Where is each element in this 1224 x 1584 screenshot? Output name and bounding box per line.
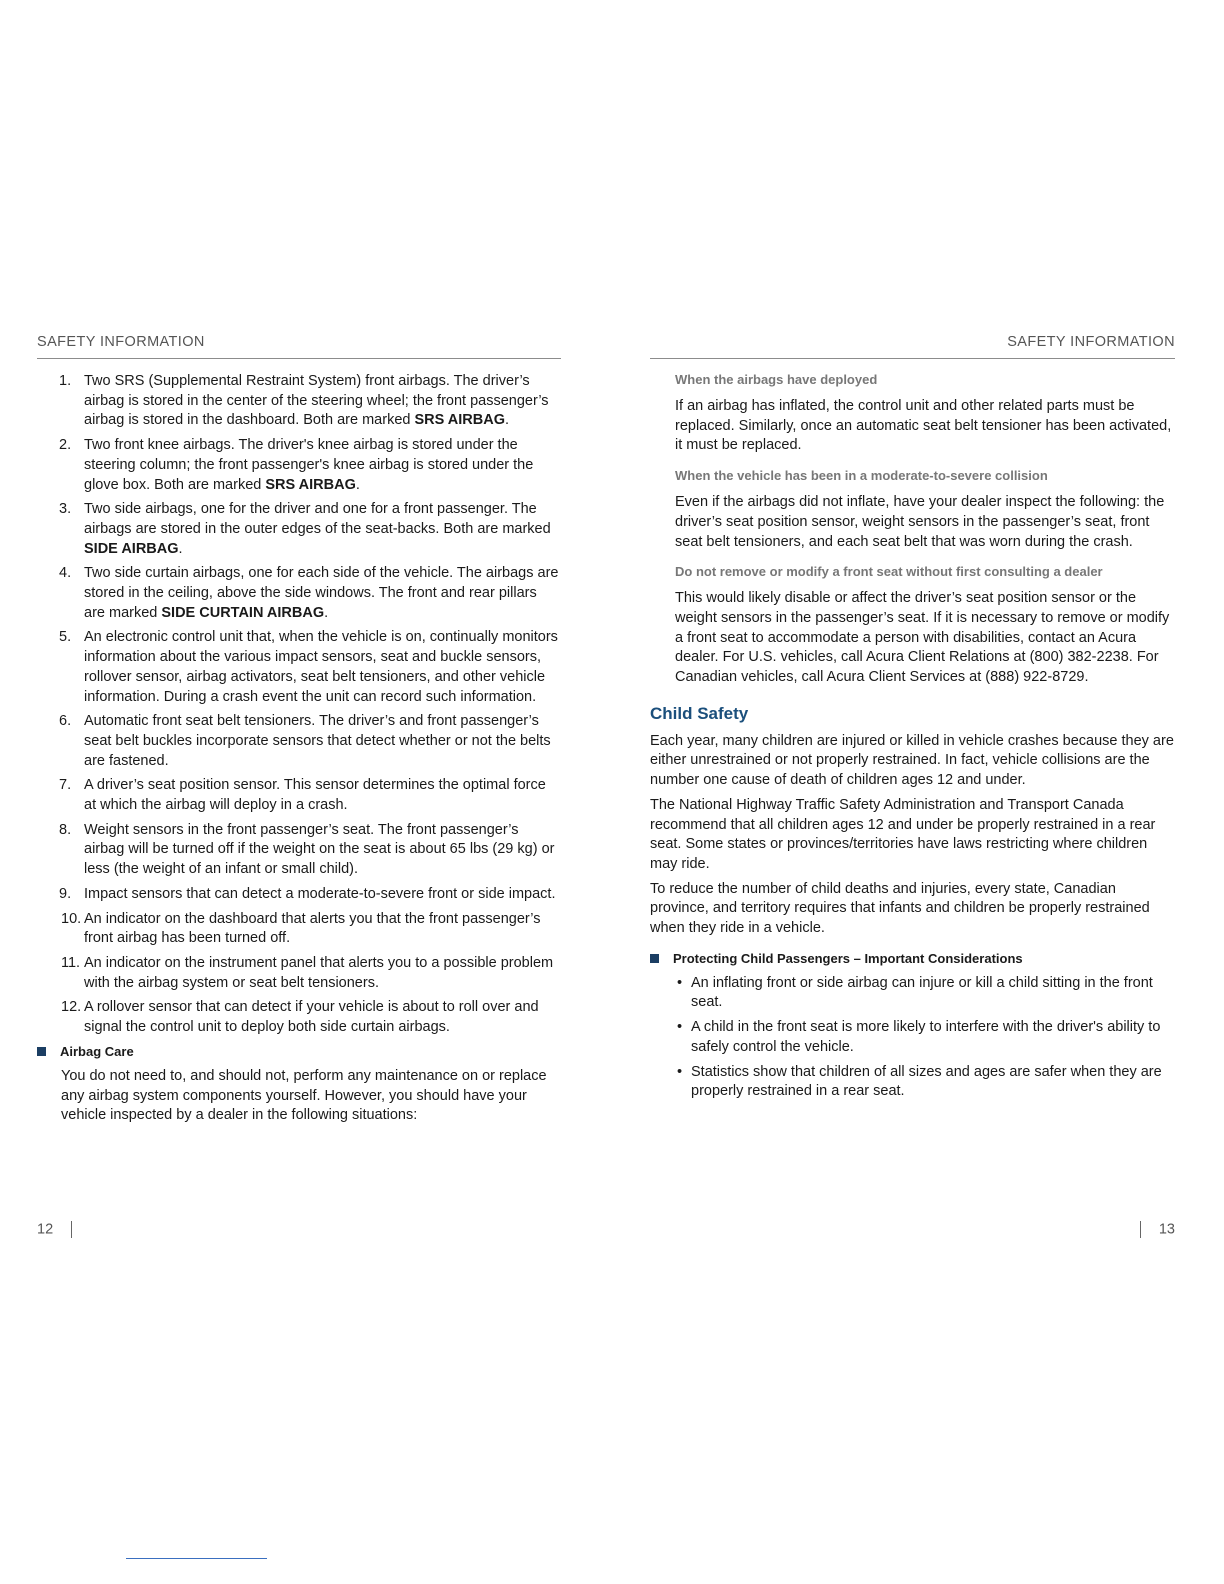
list-item bbox=[61, 910, 561, 949]
list-item-text: Two side airbags, one for the driver and one for a front passenger. The airbags are stored in the outer edges of the seat-backs. Both are marked bbox=[84, 501, 551, 537]
footer-divider-right bbox=[1140, 1221, 1141, 1238]
list-item-text: An electronic control unit that, when the vehicle is on, continually monitors information about the various impact sensors, seat and buckle sensors, rollover sensor, airbag activators, seat belt tensioners, and other vehicle information. During a crash event the unit can record such information. bbox=[84, 629, 558, 705]
page-header-right: SAFETY INFORMATION bbox=[650, 334, 1175, 359]
list-item-number: 1. bbox=[59, 373, 72, 389]
list-item bbox=[61, 372, 561, 431]
list-item-text: An indicator on the instrument panel that alerts you to a possible problem with the airbag system or seat belt tensioners. bbox=[84, 954, 554, 991]
marking-label: SRS AIRBAG bbox=[265, 476, 356, 493]
subsection-heading: When the vehicle has been in a moderate-to-severe collision bbox=[675, 468, 1048, 484]
list-item-number: 12. bbox=[61, 999, 82, 1016]
list-item bbox=[61, 564, 561, 623]
list-item bbox=[61, 500, 561, 559]
airbag-components-list bbox=[37, 372, 561, 1038]
list-item bbox=[61, 776, 561, 815]
square-bullet-icon bbox=[37, 1047, 46, 1056]
subsection-body: Even if the airbags did not inflate, have your dealer inspect the following: the driver’s seat position sensor, weight sensors in the passenger’s seat, front seat belt tensioners, and each seat belt that was worn during the crash. bbox=[675, 494, 1165, 550]
list-item bbox=[61, 436, 561, 495]
protecting-bullets bbox=[650, 974, 1175, 1102]
list-item-text: . bbox=[324, 604, 329, 621]
page-number-right-text: 13 bbox=[1158, 1221, 1175, 1238]
page-number-right bbox=[1140, 1221, 1175, 1238]
airbag-care-heading bbox=[37, 1044, 561, 1059]
page-header-left: SAFETY INFORMATION bbox=[37, 334, 561, 359]
inspection-subsections bbox=[650, 372, 1175, 688]
list-item bbox=[61, 821, 561, 880]
bullet-dot-icon: • bbox=[677, 974, 683, 991]
airbag-care-title: Airbag Care bbox=[60, 1043, 134, 1059]
list-item-number: 6. bbox=[59, 713, 72, 730]
list-item-text: Weight sensors in the front passenger’s seat. The front passenger’s airbag will be turned off if the weight on the seat is about 65 lbs (29 kg) or less (the weight of an infant or small child). bbox=[84, 821, 555, 878]
bullet-item bbox=[677, 974, 1175, 1013]
page-number-left-text: 12 bbox=[37, 1221, 54, 1238]
list-item-text: An indicator on the dashboard that alerts you that the front passenger’s front airbag has been turned off. bbox=[84, 910, 541, 947]
list-item-text: A rollover sensor that can detect if your vehicle is about to roll over and signal the control unit to deploy both side curtain airbags. bbox=[84, 999, 539, 1036]
list-item-number: 9. bbox=[59, 885, 72, 902]
list-item-text: Impact sensors that can detect a moderate-to-severe front or side impact. bbox=[84, 885, 556, 902]
subsection-heading: Do not remove or modify a front seat without first consulting a dealer bbox=[675, 564, 1103, 580]
square-bullet-icon bbox=[650, 954, 659, 963]
list-item bbox=[61, 712, 561, 771]
bullet-text: An inflating front or side airbag can injure or kill a child sitting in the front seat. bbox=[691, 974, 1153, 1011]
marking-label: SRS AIRBAG bbox=[414, 412, 505, 429]
marking-label: SIDE CURTAIN AIRBAG bbox=[161, 604, 325, 621]
bullet-dot-icon: • bbox=[677, 1019, 683, 1036]
bullet-text: A child in the front seat is more likely to interfere with the driver's ability to safely control the vehicle. bbox=[691, 1019, 1161, 1055]
list-item-number: 2. bbox=[59, 437, 72, 454]
list-item-text: . bbox=[504, 412, 510, 429]
list-item-number: 11. bbox=[61, 954, 81, 971]
bullet-text: Statistics show that children of all sizes and ages are safer when they are properly restrained in a rear seat. bbox=[691, 1063, 1162, 1100]
airbag-care-body: You do not need to, and should not, perform any maintenance on or replace any airbag system components yourself. However, you should have your vehicle inspected by a dealer in the following situations: bbox=[61, 1067, 547, 1124]
list-item-number: 4. bbox=[59, 565, 72, 582]
list-item bbox=[61, 954, 561, 993]
subsection-body: This would likely disable or affect the driver’s seat position sensor or the weight sensors in the passenger’s seat. If it is necessary to remove or modify a front seat to accommodate a person with disabilities, contact an Acura dealer. For U.S. vehicles, call Acura Client Relations at (800) 382-2238. For Canadian vehicles, call Acura Client Services at (888) 922-8729. bbox=[675, 590, 1170, 686]
subsection-body: If an airbag has inflated, the control unit and other related parts must be replaced. Similarly, once an automatic seat belt tensioner has been activated, it must be replaced. bbox=[675, 398, 1172, 454]
list-item-text: A driver’s seat position sensor. This sensor determines the optimal force at which the airbag will deploy in a crash. bbox=[84, 777, 546, 814]
list-item-text: . bbox=[178, 540, 183, 557]
list-item-number: 8. bbox=[59, 821, 72, 838]
bullet-item bbox=[677, 1018, 1175, 1057]
list-item bbox=[61, 998, 561, 1037]
child-safety-title: Child Safety bbox=[650, 703, 749, 723]
list-item-number: 3. bbox=[59, 501, 72, 518]
decorative-link-line bbox=[126, 1558, 267, 1559]
child-safety-paragraph: Each year, many children are injured or killed in vehicle crashes because they are either unrestrained or not properly restrained. In fact, vehicle collisions are the number one cause of death of children ages 12 and under. bbox=[650, 732, 1174, 789]
child-safety-paragraph: The National Highway Traffic Safety Administration and Transport Canada recommend that all children ages 12 and under be properly restrained in a rear seat. Some states or provinces/territories have laws restricting where children may ride. bbox=[650, 796, 1156, 872]
list-item bbox=[61, 628, 561, 707]
page-number-left bbox=[37, 1221, 72, 1238]
child-safety-paragraphs bbox=[650, 732, 1175, 939]
footer-divider-left bbox=[71, 1221, 72, 1238]
bullet-dot-icon: • bbox=[677, 1063, 683, 1080]
protecting-heading bbox=[650, 951, 1175, 966]
marking-label: SIDE AIRBAG bbox=[84, 540, 179, 557]
list-item bbox=[61, 885, 561, 905]
list-item-text: Two SRS (Supplemental Restraint System) front airbags. The driver’s airbag is stored in the center of the steering wheel; the front passenger’s airbag is stored in the dashboard. Both are marked bbox=[84, 373, 549, 429]
protecting-title: Protecting Child Passengers – Important Considerations bbox=[673, 950, 1023, 966]
list-item-text: . bbox=[355, 476, 360, 493]
subsection-heading: When the airbags have deployed bbox=[675, 372, 878, 387]
bullet-item bbox=[677, 1063, 1175, 1102]
list-item-text: Two front knee airbags. The driver's knee airbag is stored under the steering column; the front passenger's knee airbag is stored under the glove box. Both are marked bbox=[84, 437, 534, 493]
child-safety-paragraph: To reduce the number of child deaths and injuries, every state, Canadian province, and territory requires that infants and children be properly restrained when they ride in a vehicle. bbox=[650, 880, 1150, 937]
list-item-number: 7. bbox=[59, 777, 72, 794]
list-item-text: Automatic front seat belt tensioners. The driver’s and front passenger’s seat belt buckles incorporate sensors that detect whether or not the belts are fastened. bbox=[84, 713, 551, 769]
list-item-number: 10. bbox=[61, 910, 82, 927]
list-item-number: 5. bbox=[59, 629, 72, 646]
list-item-text: Two side curtain airbags, one for each side of the vehicle. The airbags are stored in the ceiling, above the side windows. The front and rear pillars are marked bbox=[84, 565, 559, 621]
